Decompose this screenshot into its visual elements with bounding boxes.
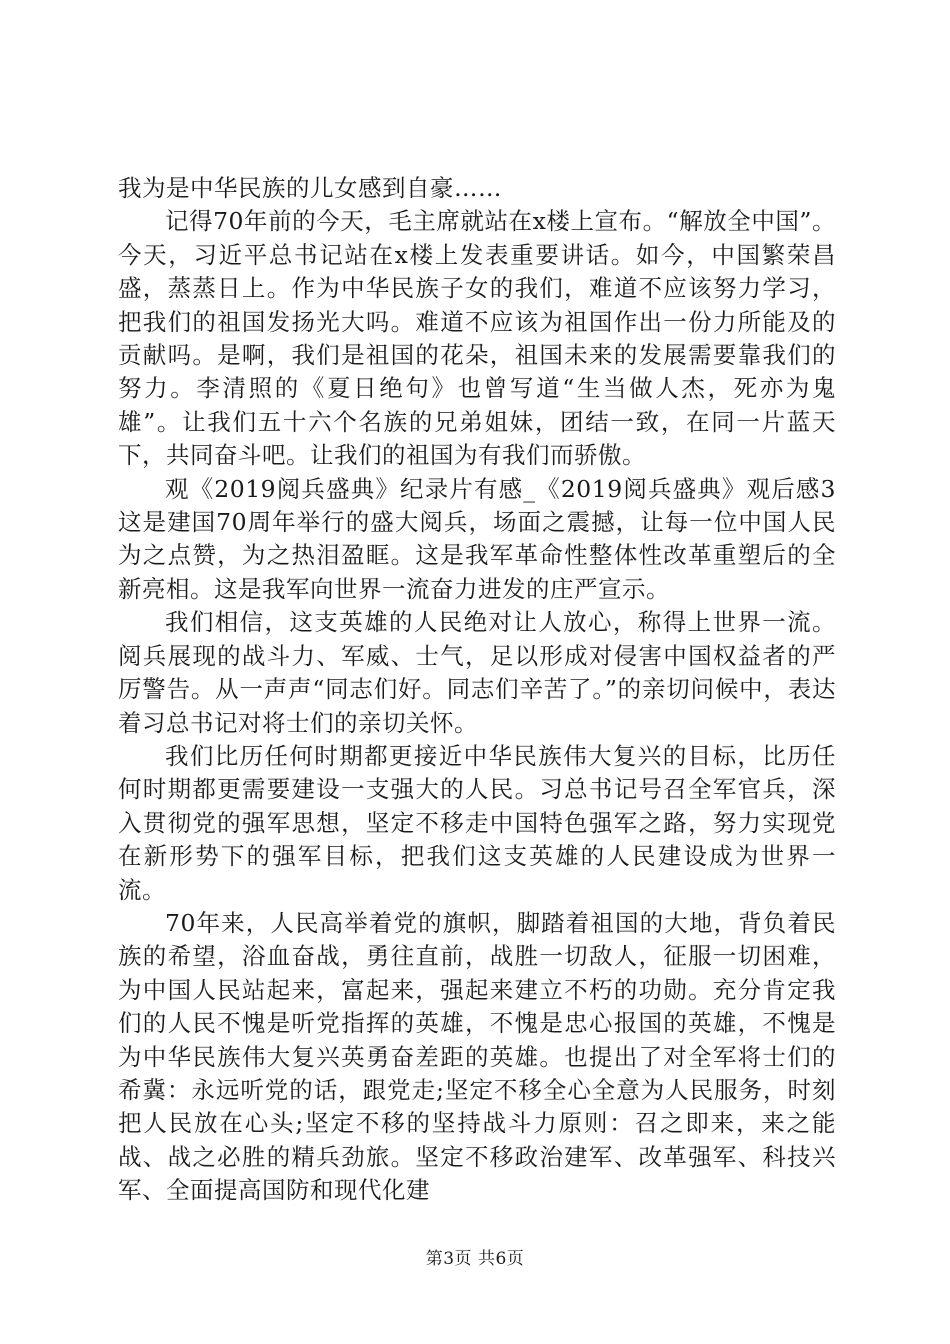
paragraph: 我们比历任何时期都更接近中华民族伟大复兴的目标，比历任何时期都更需要建设一支强大的人民。习总书记号召全军官兵，深入贯彻党的强军思想，坚定不移走中国特色强军之路，努力实现党在新形势下的强军目标，把我们这支英雄的人民建设成为世界一流。 <box>118 741 836 904</box>
paragraph: 记得70年前的今天，毛主席就站在x楼上宣布。“解放全中国”。今天，习近平总书记站在x楼上发表重要讲话。如今，中国繁荣昌盛，蒸蒸日上。作为中华民族子女的我们，难道不应该努力学习，把我们的祖国发扬光大吗。难道不应该为祖国作出一份力所能及的贡献吗。是啊，我们是祖国的花朵，祖国未来的发展需要靠我们的努力。李清照的《夏日绝句》也曾写道“生当做人杰，死亦为鬼雄”。让我们五十六个名族的兄弟姐妹，团结一致，在同一片蓝天下，共同奋斗吧。让我们的祖国为有我们而骄傲。 <box>118 207 836 470</box>
paragraph: 观《2019阅兵盛典》纪录片有感_《2019阅兵盛典》观后感3这是建国70周年举行的盛大阅兵，场面之震撼，让每一位中国人民为之点赞，为之热泪盈眶。这是我军革命性整体性改革重塑后的全新亮相。这是我军向世界一流奋力进发的庄严宣示。 <box>118 474 836 603</box>
paragraph: 我为是中华民族的儿女感到自豪…… <box>118 174 502 202</box>
paragraph: 70年来，人民高举着党的旗帜，脚踏着祖国的大地，背负着民族的希望，浴血奋战，勇往直前，战胜一切敌人，征服一切困难，为中国人民站起来，富起来，强起来建立不朽的功勋。充分肯定我们的人民不愧是听党指挥的英雄，不愧是忠心报国的英雄，不愧是为中华民族伟大复兴英勇奋差距的英雄。也提出了对全军将士们的希冀：永远听党的话，跟党走;坚定不移全心全意为人民服务，时刻把人民放在心头;坚定不移的坚持战斗力原则：召之即来，来之能战、战之必胜的精兵劲旅。坚定不移政治建军、改革强军、科技兴军、全面提高国防和现代化建 <box>118 908 836 1205</box>
page-number-footer: 第3页 共6页 <box>425 1249 525 1269</box>
document-body <box>118 172 836 1208</box>
paragraph: 我们相信，这支英雄的人民绝对让人放心，称得上世界一流。阅兵展现的战斗力、军威、士气，足以形成对侵害中国权益者的严厉警告。从一声声“同志们好。同志们辛苦了。”的亲切问候中，表达着习总书记对将士们的亲切关怀。 <box>118 608 836 737</box>
